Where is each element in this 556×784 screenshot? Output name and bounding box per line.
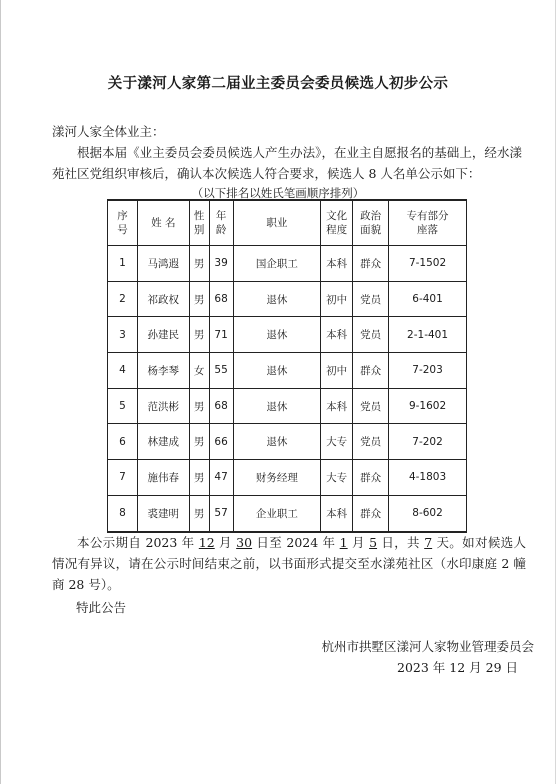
sort-note: （以下排名以姓氏笔画顺序排列） <box>191 186 365 200</box>
cell-age: 57 <box>209 495 233 531</box>
cell-name: 杨李琴 <box>137 353 189 389</box>
cell-education: 初中 <box>321 281 353 317</box>
cell-political: 群众 <box>353 460 389 496</box>
table-row <box>108 353 467 389</box>
cell-age: 66 <box>209 424 233 460</box>
period-text-mid4: 日，共 <box>377 535 425 550</box>
cell-occupation: 退休 <box>233 388 321 424</box>
header-cell-name: 姓 名 <box>137 200 189 246</box>
cell-unit: 4-1803 <box>389 460 467 496</box>
cell-name: 施伟春 <box>137 460 189 496</box>
period-end-month: 1 <box>339 535 348 550</box>
cell-gender: 女 <box>189 353 209 389</box>
cell-education: 本科 <box>321 246 353 282</box>
cell-age: 39 <box>209 246 233 282</box>
cell-age: 68 <box>209 388 233 424</box>
cell-no: 6 <box>108 424 138 460</box>
cell-age: 68 <box>209 281 233 317</box>
cell-political: 党员 <box>353 388 389 424</box>
cell-gender: 男 <box>189 246 209 282</box>
cell-gender: 男 <box>189 388 209 424</box>
cell-unit: 7-1502 <box>389 246 467 282</box>
intro-paragraph: 根据本届《业主委员会委员候选人产生办法》，在业主自愿报名的基础上，经水漾苑社区党组织审核后，确认本次候选人符合要求，候选人 8 人名单公示如下： <box>52 145 522 181</box>
cell-name: 范洪彬 <box>137 388 189 424</box>
cell-occupation: 企业职工 <box>233 495 321 531</box>
cell-political: 党员 <box>353 281 389 317</box>
cell-occupation: 国企职工 <box>233 246 321 282</box>
cell-no: 7 <box>108 460 138 496</box>
closing-text: 特此公告 <box>76 600 127 615</box>
cell-name: 林建成 <box>137 424 189 460</box>
table-row <box>108 424 467 460</box>
period-text-mid2: 日至 2024 年 <box>252 535 340 550</box>
cell-political: 群众 <box>353 495 389 531</box>
header-cell-education: 文化程度 <box>321 200 353 246</box>
cell-unit: 8-602 <box>389 495 467 531</box>
salutation: 漾河人家全体业主： <box>52 124 165 139</box>
header-cell-age: 年龄 <box>209 200 233 246</box>
cell-unit: 6-401 <box>389 281 467 317</box>
header-cell-unit: 专有部分座落 <box>389 200 467 246</box>
cell-occupation: 退休 <box>233 281 321 317</box>
cell-unit: 7-202 <box>389 424 467 460</box>
period-text-mid3: 月 <box>347 535 370 550</box>
cell-age: 55 <box>209 353 233 389</box>
cell-political: 群众 <box>353 246 389 282</box>
cell-occupation: 财务经理 <box>233 460 321 496</box>
page-title: 关于漾河人家第二届业主委员会委员候选人初步公示 <box>107 76 449 92</box>
header-cell-political: 政治面貌 <box>353 200 389 246</box>
header-cell-occupation: 职业 <box>233 200 321 246</box>
period-text-suffix: 天。如对候选人情况有异议，请在公示时间结束之前，以书面形式提交至水漾苑社区（水印康庭 2 幢商 28 号）。 <box>52 535 527 592</box>
cell-political: 群众 <box>353 353 389 389</box>
header-cell-no: 序号 <box>108 200 138 246</box>
period-days: 7 <box>424 535 433 550</box>
cell-gender: 男 <box>189 424 209 460</box>
table-row <box>108 317 467 353</box>
table-row <box>108 460 467 496</box>
table-row <box>108 246 467 282</box>
period-start-day: 30 <box>236 535 253 550</box>
candidate-table <box>107 199 467 533</box>
cell-name: 裘建明 <box>137 495 189 531</box>
header-cell-gender: 性别 <box>189 200 209 246</box>
period-text-prefix: 本公示期自 2023 年 <box>77 535 199 550</box>
cell-education: 本科 <box>321 495 353 531</box>
cell-education: 大专 <box>321 460 353 496</box>
cell-education: 本科 <box>321 388 353 424</box>
cell-occupation: 退休 <box>233 424 321 460</box>
cell-occupation: 退休 <box>233 317 321 353</box>
cell-no: 8 <box>108 495 138 531</box>
table-row <box>108 281 467 317</box>
cell-unit: 9-1602 <box>389 388 467 424</box>
period-paragraph <box>52 532 526 595</box>
cell-political: 党员 <box>353 424 389 460</box>
cell-name: 祁政权 <box>137 281 189 317</box>
cell-no: 2 <box>108 281 138 317</box>
cell-gender: 男 <box>189 317 209 353</box>
cell-name: 孙建民 <box>137 317 189 353</box>
cell-unit: 2-1-401 <box>389 317 467 353</box>
cell-no: 4 <box>108 353 138 389</box>
cell-name: 马鸿遐 <box>137 246 189 282</box>
cell-age: 71 <box>209 317 233 353</box>
period-text-mid1: 月 <box>214 535 237 550</box>
cell-no: 5 <box>108 388 138 424</box>
cell-unit: 7-203 <box>389 353 467 389</box>
cell-gender: 男 <box>189 281 209 317</box>
table-header-row <box>108 200 467 246</box>
cell-no: 1 <box>108 246 138 282</box>
issue-date: 2023 年 12 月 29 日 <box>397 660 518 675</box>
cell-gender: 男 <box>189 495 209 531</box>
cell-education: 本科 <box>321 317 353 353</box>
cell-education: 初中 <box>321 353 353 389</box>
table-row <box>108 495 467 531</box>
cell-no: 3 <box>108 317 138 353</box>
cell-gender: 男 <box>189 460 209 496</box>
cell-education: 大专 <box>321 424 353 460</box>
cell-age: 47 <box>209 460 233 496</box>
signer: 杭州市拱墅区漾河人家物业管理委员会 <box>321 639 534 654</box>
cell-occupation: 退休 <box>233 353 321 389</box>
period-start-month: 12 <box>198 535 215 550</box>
cell-political: 党员 <box>353 317 389 353</box>
period-end-day: 5 <box>369 535 378 550</box>
table-row <box>108 388 467 424</box>
